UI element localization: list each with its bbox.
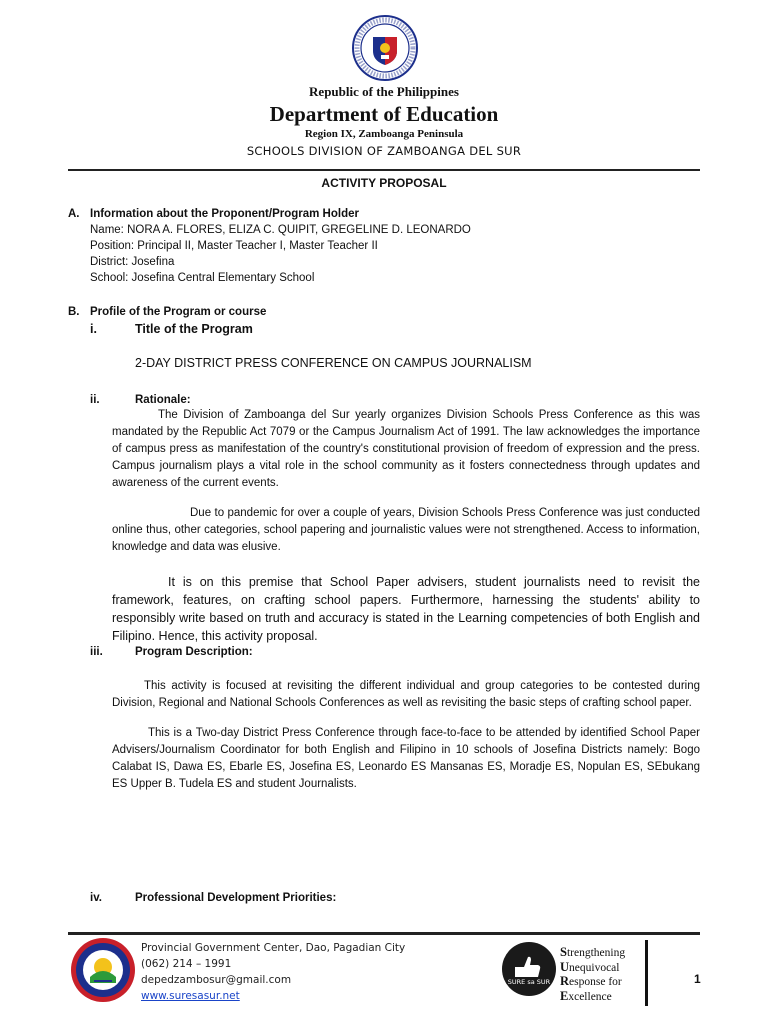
item-iii-heading: Program Description: — [135, 646, 253, 658]
description-paragraph-1: This activity is focused at revisiting the different individual and group categories to be contested during Division, Regional and National Schools Conferences as well as revisiting the basic steps of crafting school paper. — [112, 680, 700, 709]
deped-seal-graphic — [352, 15, 418, 81]
division-seal-logo — [70, 937, 136, 1003]
proponent-names: Name: NORA A. FLORES, ELIZA C. QUIPIT, GREGELINE D. LEONARDO — [90, 224, 471, 236]
header-divider — [68, 169, 700, 171]
description-paragraph-2: This is a Two-day District Press Conference through face-to-face to be attended by identified School Paper Advisers/Journalism Coordinator for both English and Filipino in 10 schools of Josefina Districts namely: Bogo Calabat IS, Dawa ES, Ebarle ES, Josefina ES, Leonardo ES Mansanas ES, Moradje ES, Nopulan ES, SEbukang ES Upper B. Tudela ES and student Journalists. — [112, 727, 700, 790]
motto-line-2: Unequivocal — [560, 959, 620, 974]
item-iii-number: iii. — [90, 646, 103, 658]
section-b-letter: B. — [68, 306, 80, 318]
document-title: ACTIVITY PROPOSAL — [321, 176, 447, 190]
item-iv-number: iv. — [90, 892, 102, 904]
motto-line-1: Strengthening — [560, 945, 626, 959]
item-iv-heading: Professional Development Priorities: — [135, 892, 337, 904]
sure-sa-sur-badge — [501, 941, 557, 997]
region-line: Region IX, Zamboanga Peninsula — [304, 128, 464, 140]
program-title: 2-DAY DISTRICT PRESS CONFERENCE ON CAMPUS JOURNALISM — [135, 356, 532, 370]
footer-address: Provincial Government Center, Dao, Pagadian City — [141, 942, 406, 954]
motto-line-4: Excellence — [560, 988, 612, 1003]
rationale-paragraph-2: Due to pandemic for over a couple of years, Division Schools Press Conference was just conducted online thus, other categories, school papering and journalistic values were not strengthened. Access to information, knowledge and data was elusive. — [112, 507, 700, 553]
proponent-positions: Position: Principal II, Master Teacher I, Master Teacher II — [90, 240, 378, 252]
footer-phone: (062) 214 – 1991 — [141, 958, 232, 970]
division-seal-graphic — [70, 937, 136, 1003]
badge-label: SURE sa SUR — [507, 978, 551, 986]
footer-email[interactable]: depedzambosur@gmail.com — [141, 974, 292, 986]
republic-line: Republic of the Philippines — [309, 84, 459, 99]
item-i-heading: Title of the Program — [135, 322, 253, 336]
division-line: SCHOOLS DIVISION OF ZAMBOANGA DEL SUR — [246, 144, 522, 158]
item-ii-heading: Rationale: — [135, 394, 191, 406]
department-title: Department of Education — [269, 102, 499, 126]
footer-website-link[interactable]: www.suresasur.net — [141, 990, 240, 1002]
section-a-heading: Information about the Proponent/Program Holder — [90, 208, 359, 220]
section-b-heading: Profile of the Program or course — [90, 306, 267, 318]
rationale-paragraph-3: It is on this premise that School Paper advisers, student journalists need to revisit the framework, features, on crafting school papers. Furthermore, harnessing the students' ability to responsibly write based on truth and accuracy is stated in the Learning competencies of both English and Filipino. Hence, this activity proposal. — [112, 575, 700, 643]
rationale-paragraph-1: The Division of Zamboanga del Sur yearly organizes Division Schools Press Conference as this was mandated by the Republic Act 7079 or the Campus Journalism Act of 1991. The law acknowledges the importance of campus press as manifestation of the country's constitutional provision of freedom of expression and the press. Campus journalism plays a vital role in the school community as it fosters connectedness through updates and awareness of the current events. — [112, 409, 700, 489]
footer-vertical-bar — [645, 940, 648, 1006]
item-ii-number: ii. — [90, 394, 100, 406]
item-i-number: i. — [90, 322, 97, 336]
footer-divider — [68, 932, 700, 935]
proponent-district: District: Josefina — [90, 256, 175, 268]
section-a-letter: A. — [68, 208, 80, 220]
thumbs-up-icon — [501, 941, 557, 997]
motto-line-3: Response for — [560, 974, 622, 988]
proponent-school: School: Josefina Central Elementary School — [90, 272, 315, 284]
page-number: 1 — [694, 972, 701, 986]
deped-seal — [352, 15, 418, 81]
